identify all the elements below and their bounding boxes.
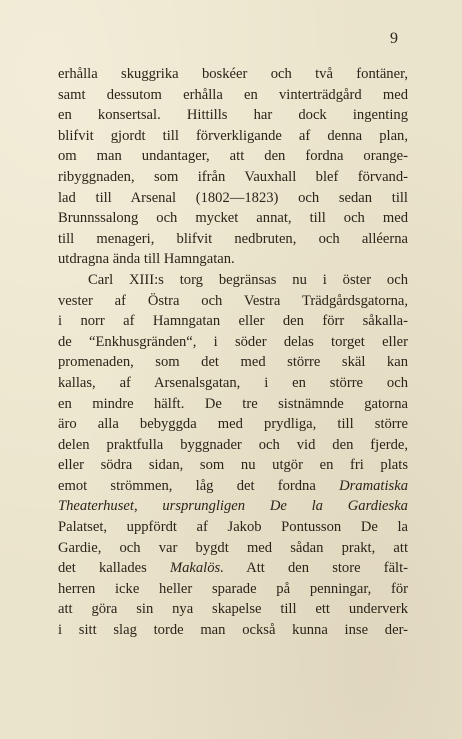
italic-text: Dramatiska — [339, 477, 408, 494]
text-line: om man undantager, att den fordna orange- — [58, 148, 408, 165]
text-line: herren icke heller sparade på penningar, för — [58, 580, 408, 597]
text-line: de “Enkhusgränden“, i söder delas torget eller — [58, 333, 408, 350]
italic-text: Theaterhuset, ursprungligen — [58, 498, 246, 515]
text-segment: Att den store fält- — [246, 560, 409, 577]
text-line: utdragna ända till Hamngatan. — [58, 251, 235, 268]
text-line: eller södra sidan, som nu utgör en fri plats — [58, 457, 408, 474]
text-line: kallas, af Arsenalsgatan, i en större och — [58, 374, 408, 391]
text-line: Gardie, och var bygdt med sådan prakt, att — [58, 539, 408, 556]
text-segment: det kallades — [58, 560, 147, 577]
text-line: ribyggnaden, som ifrån Vauxhall blef förvand- — [58, 168, 408, 185]
text-line: äro alla bebyggda med prydliga, till större — [58, 416, 408, 433]
text-line: Palatset, uppfördt af Jakob Pontusson De la — [58, 519, 408, 536]
text-line: delen praktfulla byggnader och vid den fjerde, — [58, 436, 408, 453]
text-line: en konsertsal. Hittills har dock ingenting — [58, 107, 408, 124]
text-line: en mindre hälft. De tre sistnämnde gatorna — [58, 395, 408, 412]
text-line: lad till Arsenal (1802—1823) och sedan till — [58, 189, 408, 206]
text-line — [58, 558, 408, 579]
text-line: i norr af Hamngatan eller den förr såkalla- — [58, 313, 408, 330]
text-line: vester af Östra och Vestra Trädgårdsgatorna, — [58, 292, 408, 309]
text-line: Carl XIII:s torg begränsas nu i öster och — [88, 271, 408, 288]
italic-text: Makalös. — [169, 560, 224, 577]
italic-text: De la Gardieska — [269, 498, 408, 515]
text-line: promenaden, som det med större skäl kan — [58, 354, 408, 371]
text-line: samt dessutom erhålla en vinterträdgård med — [58, 86, 408, 103]
text-line: erhålla skuggrika boskéer och två fontäner, — [58, 66, 408, 82]
body-text — [58, 64, 408, 641]
text-line: till menageri, blifvit nedbruten, och alléerna — [58, 230, 408, 247]
page-number: 9 — [390, 30, 398, 47]
text-line: i sitt slag torde man också kunna inse der- — [58, 622, 408, 639]
text-line — [58, 476, 408, 497]
text-line: blifvit gjordt till förverkligande af denna plan, — [58, 127, 408, 144]
text-segment: emot strömmen, låg det fordna — [58, 477, 316, 494]
text-line — [58, 496, 408, 517]
text-line: att göra sin nya skapelse till ett underverk — [58, 601, 408, 618]
text-line: Brunnssalong och mycket annat, till och med — [58, 210, 408, 227]
